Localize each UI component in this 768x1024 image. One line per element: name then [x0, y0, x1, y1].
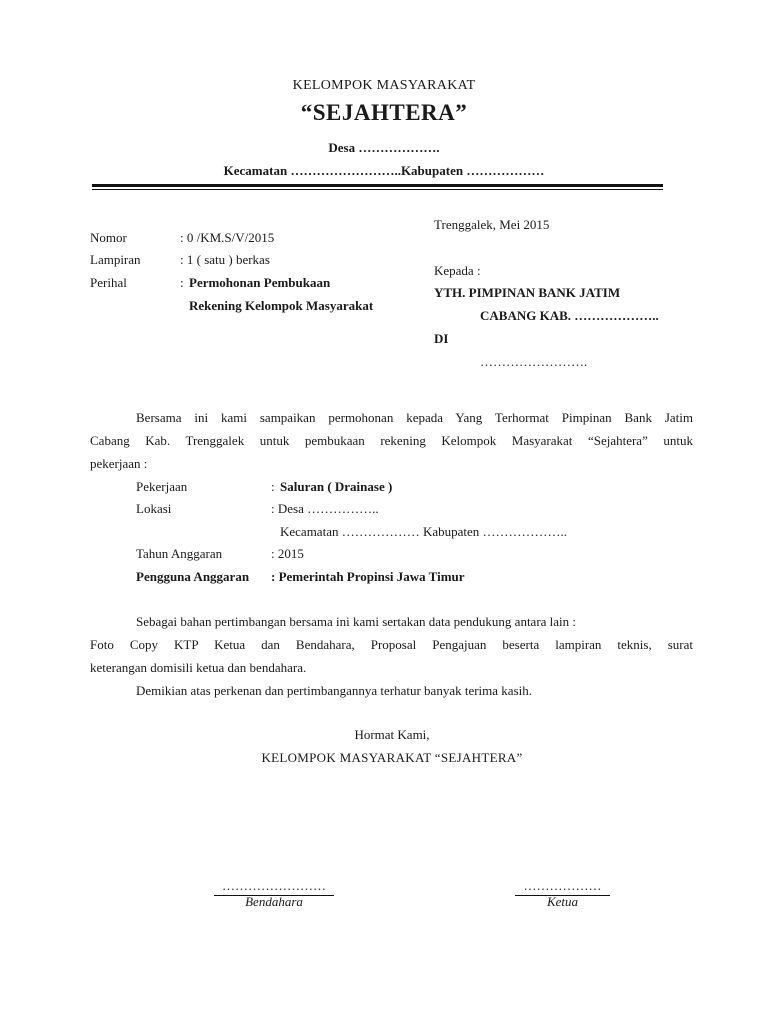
pekerjaan-label: Pekerjaan: [136, 479, 188, 494]
body-p1-line3: pekerjaan :: [90, 456, 148, 471]
letterhead-rule-thick: [92, 184, 663, 187]
letterhead-kecamatan-kabupaten: Kecamatan ……………………..Kabupaten ………………: [223, 163, 545, 178]
ketua-title: Ketua: [546, 894, 579, 909]
pekerjaan-colon: :: [271, 479, 275, 494]
letterhead-rule-thin: [92, 189, 663, 190]
nomor-value: : 0 /KM.S/V/2015: [180, 230, 275, 245]
body-p1-line1: Bersama ini kami sampaikan permohonan kepada Yang Terhormat Pimpinan Bank Jatim: [136, 410, 693, 425]
closing-p2: Sebagai bahan pertimbangan bersama ini kami sertakan data pendukung antara lain :: [136, 614, 577, 629]
letterhead-desa: Desa ……………….: [328, 140, 440, 155]
pengguna-value: : Pemerintah Propinsi Jawa Timur: [271, 569, 465, 584]
lokasi-label: Lokasi: [136, 501, 172, 516]
pengguna-label: Pengguna Anggaran: [136, 569, 250, 584]
address-yth: YTH. PIMPINAN BANK JATIM: [434, 285, 621, 300]
tahun-label: Tahun Anggaran: [136, 546, 223, 561]
perihal-line1: Permohonan Pembukaan: [189, 275, 331, 290]
lampiran-label: Lampiran: [90, 252, 141, 267]
tahun-value: : 2015: [271, 546, 304, 561]
kepada-label: Kepada :: [434, 263, 481, 278]
pekerjaan-value: Saluran ( Drainase ): [280, 479, 393, 494]
letterhead-org: KELOMPOK MASYARAKAT: [292, 78, 476, 93]
bendahara-title: Bendahara: [245, 894, 303, 909]
closing-p3-line1: Foto Copy KTP Ketua dan Bendahara, Proposal Pengajuan beserta lampiran teknis, surat: [90, 637, 693, 652]
closing-p3-line2: keterangan domisili ketua dan bendahara.: [90, 660, 307, 675]
perihal-colon: :: [180, 275, 184, 290]
body-p1-line2: Cabang Kab. Trenggalek untuk pembukaan rekening Kelompok Masyarakat “Sejahtera” untuk: [90, 433, 693, 448]
address-di: DI: [434, 331, 449, 346]
signature-org: KELOMPOK MASYARAKAT “SEJAHTERA”: [261, 750, 523, 765]
letterhead-name: “SEJAHTERA”: [300, 100, 468, 125]
address-cabang: CABANG KAB. ………………..: [480, 308, 659, 323]
perihal-label: Perihal: [90, 275, 127, 290]
nomor-label: Nomor: [90, 230, 127, 245]
bendahara-sign-line: ……………………: [222, 878, 326, 893]
date-line: Trenggalek, Mei 2015: [434, 217, 550, 232]
address-dots: …………………….: [480, 354, 588, 369]
closing-p4: Demikian atas perkenan dan pertimbangannya terhatur banyak terima kasih.: [136, 683, 532, 698]
ketua-sign-line: ………………: [523, 878, 602, 893]
signature-hormat: Hormat Kami,: [354, 727, 430, 742]
perihal-line2: Rekening Kelompok Masyarakat: [189, 298, 374, 313]
lokasi-value: : Desa ……………..: [271, 501, 379, 516]
lampiran-value: : 1 ( satu ) berkas: [180, 252, 270, 267]
lokasi-value2: Kecamatan ……………… Kabupaten ………………..: [280, 524, 568, 539]
